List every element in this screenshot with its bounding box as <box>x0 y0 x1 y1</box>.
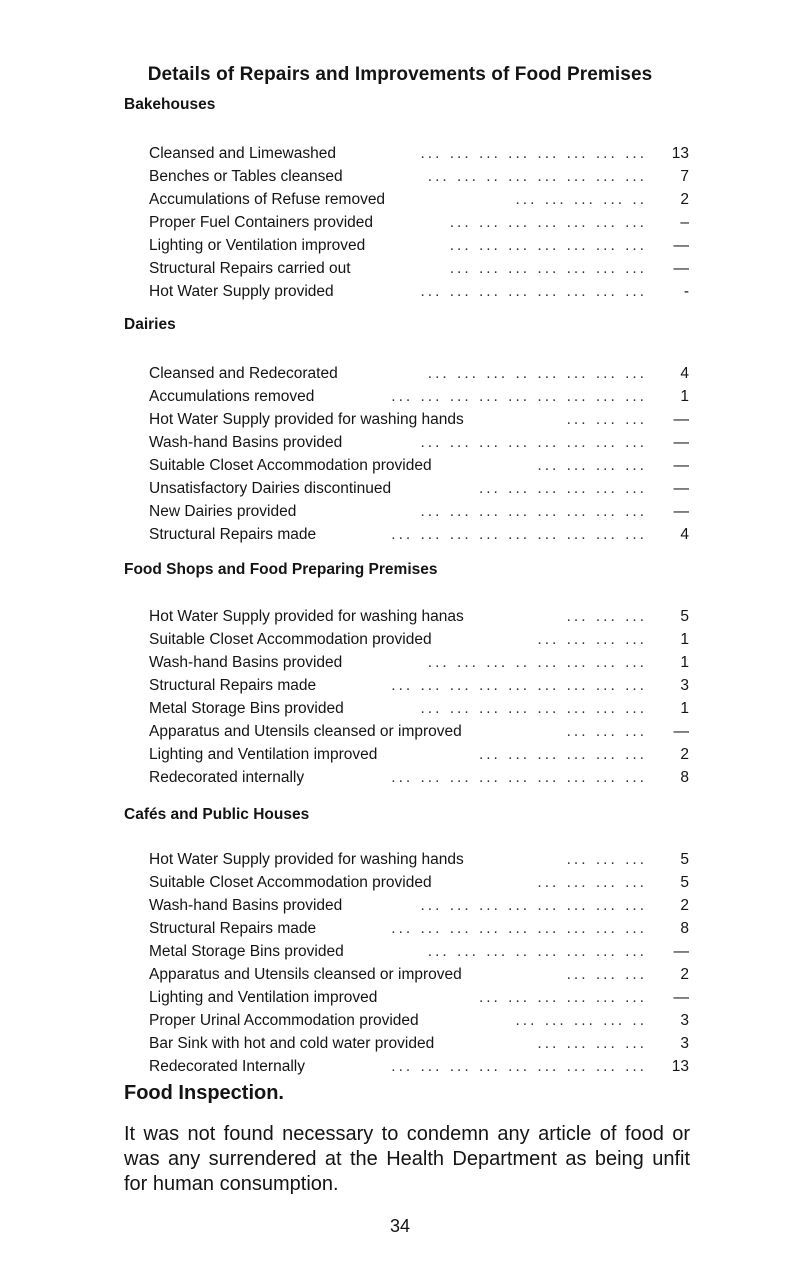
leader-dots: ... ... ... <box>566 851 647 868</box>
table-row <box>149 211 689 234</box>
row-value: — <box>673 260 689 277</box>
table-row <box>149 674 689 697</box>
leader-dots: ... ... ... ... ... ... ... ... <box>420 434 647 451</box>
row-value: 1 <box>680 654 689 671</box>
row-value: — <box>673 237 689 254</box>
row-value: 5 <box>680 874 689 891</box>
row-label: Hot Water Supply provided for washing hands <box>149 411 464 428</box>
section-heading: Dairies <box>124 316 176 333</box>
leader-dots: ... ... ... <box>566 411 647 428</box>
row-value: 3 <box>680 1035 689 1052</box>
row-value: 2 <box>680 897 689 914</box>
row-label: Apparatus and Utensils cleansed or improved <box>149 723 462 740</box>
row-value: 3 <box>680 1012 689 1029</box>
row-label: Hot Water Supply provided <box>149 283 334 300</box>
table-row <box>149 454 689 477</box>
table-row <box>149 651 689 674</box>
leader-dots: ... ... ... <box>566 608 647 625</box>
row-label: Structural Repairs made <box>149 920 317 937</box>
section-rows <box>149 362 689 546</box>
leader-dots: ... ... ... ... .. <box>515 1012 647 1029</box>
row-value: — <box>673 457 689 474</box>
table-row <box>149 605 689 628</box>
table-row <box>149 362 689 385</box>
leader-dots: ... ... ... <box>566 966 647 983</box>
row-value: — <box>673 434 689 451</box>
leader-dots: ... ... ... ... <box>537 457 647 474</box>
row-label: Lighting and Ventilation improved <box>149 746 378 763</box>
row-label: Benches or Tables cleansed <box>149 168 343 185</box>
row-value: 13 <box>671 1058 689 1075</box>
table-row <box>149 986 689 1009</box>
row-label: New Dairies provided <box>149 503 297 520</box>
table-row <box>149 940 689 963</box>
table-row <box>149 628 689 651</box>
table-row <box>149 1009 689 1032</box>
row-value: 5 <box>680 851 689 868</box>
row-label: Structural Repairs carried out <box>149 260 351 277</box>
row-value: — <box>673 480 689 497</box>
row-value: – <box>680 214 689 231</box>
row-value: 8 <box>680 920 689 937</box>
row-label: Proper Fuel Containers provided <box>149 214 374 231</box>
leader-dots: ... ... ... ... ... ... ... ... ... <box>391 920 647 937</box>
row-label: Hot Water Supply provided for washing hanas <box>149 608 464 625</box>
table-row <box>149 848 689 871</box>
row-value: 2 <box>680 746 689 763</box>
row-value: 2 <box>680 966 689 983</box>
leader-dots: ... ... ... ... ... ... ... ... <box>420 145 647 162</box>
page-title: Details of Repairs and Improvements of Food Premises <box>147 64 653 85</box>
row-value: — <box>673 989 689 1006</box>
table-row <box>149 500 689 523</box>
page-number: 34 <box>389 1216 411 1236</box>
row-label: Structural Repairs made <box>149 526 317 543</box>
leader-dots: ... ... ... ... ... ... ... ... <box>420 700 647 717</box>
section-heading: Bakehouses <box>124 96 216 113</box>
food-inspection-heading: Food Inspection. <box>124 1082 284 1104</box>
leader-dots: ... ... ... ... ... ... ... ... <box>420 897 647 914</box>
row-label: Wash-hand Basins provided <box>149 654 343 671</box>
table-row <box>149 894 689 917</box>
row-label: Bar Sink with hot and cold water provided <box>149 1035 435 1052</box>
row-label: Proper Urinal Accommodation provided <box>149 1012 419 1029</box>
table-row <box>149 720 689 743</box>
leader-dots: ... ... ... ... ... ... ... ... ... <box>391 388 647 405</box>
leader-dots: ... ... ... ... <box>537 631 647 648</box>
row-label: Redecorated Internally <box>149 1058 305 1075</box>
leader-dots: ... ... ... ... ... ... <box>478 989 647 1006</box>
leader-dots: ... ... ... ... ... ... <box>478 480 647 497</box>
table-row <box>149 165 689 188</box>
row-label: Suitable Closet Accommodation provided <box>149 874 432 891</box>
row-label: Cleansed and Limewashed <box>149 145 336 162</box>
table-row <box>149 917 689 940</box>
table-row <box>149 188 689 211</box>
row-value: 5 <box>680 608 689 625</box>
row-label: Hot Water Supply provided for washing hands <box>149 851 464 868</box>
row-value: 2 <box>680 191 689 208</box>
row-label: Lighting and Ventilation improved <box>149 989 378 1006</box>
row-label: Redecorated internally <box>149 769 305 786</box>
table-row <box>149 142 689 165</box>
row-label: Wash-hand Basins provided <box>149 897 343 914</box>
row-label: Unsatisfactory Dairies discontinued <box>149 480 392 497</box>
leader-dots: ... ... ... .. ... ... ... ... <box>427 943 647 960</box>
table-row <box>149 697 689 720</box>
row-label: Metal Storage Bins provided <box>149 943 344 960</box>
leader-dots: ... ... ... ... ... ... ... ... ... <box>391 769 647 786</box>
leader-dots: ... ... ... ... ... ... ... <box>449 214 647 231</box>
leader-dots: ... ... ... ... ... ... ... <box>449 237 647 254</box>
leader-dots: ... ... ... ... ... ... ... ... <box>420 503 647 520</box>
row-value: 1 <box>680 631 689 648</box>
row-value: - <box>683 283 689 300</box>
leader-dots: ... ... ... <box>566 723 647 740</box>
row-label: Lighting or Ventilation improved <box>149 237 366 254</box>
table-row <box>149 1032 689 1055</box>
row-label: Apparatus and Utensils cleansed or improved <box>149 966 462 983</box>
section-heading: Food Shops and Food Preparing Premises <box>124 561 438 578</box>
row-value: 3 <box>680 677 689 694</box>
table-row <box>149 280 689 303</box>
table-row <box>149 743 689 766</box>
table-row <box>149 234 689 257</box>
row-value: — <box>673 723 689 740</box>
row-value: 4 <box>680 526 689 543</box>
table-row <box>149 766 689 789</box>
section-rows <box>149 848 689 1078</box>
leader-dots: ... ... ... ... ... ... ... <box>449 260 647 277</box>
food-inspection-paragraph: It was not found necessary to condemn any article of food or was any surrendered at the Health Department as being unfit for human consumption. <box>124 1123 690 1195</box>
leader-dots: ... ... ... ... <box>537 1035 647 1052</box>
leader-dots: ... ... ... ... .. <box>515 191 647 208</box>
row-value: 1 <box>680 700 689 717</box>
row-value: 13 <box>671 145 689 162</box>
table-row <box>149 385 689 408</box>
row-label: Metal Storage Bins provided <box>149 700 344 717</box>
row-value: 1 <box>680 388 689 405</box>
table-row <box>149 477 689 500</box>
leader-dots: ... ... ... ... ... ... ... ... <box>420 283 647 300</box>
row-value: — <box>673 503 689 520</box>
row-value: — <box>673 411 689 428</box>
section-heading: Cafés and Public Houses <box>124 806 310 823</box>
row-value: 8 <box>680 769 689 786</box>
table-row <box>149 871 689 894</box>
table-row <box>149 523 689 546</box>
leader-dots: ... ... ... ... ... ... ... ... ... <box>391 677 647 694</box>
row-label: Accumulations of Refuse removed <box>149 191 386 208</box>
row-value: — <box>673 943 689 960</box>
row-label: Cleansed and Redecorated <box>149 365 338 382</box>
row-label: Accumulations removed <box>149 388 315 405</box>
row-value: 4 <box>680 365 689 382</box>
table-row <box>149 1055 689 1078</box>
row-label: Suitable Closet Accommodation provided <box>149 457 432 474</box>
row-label: Suitable Closet Accommodation provided <box>149 631 432 648</box>
table-row <box>149 408 689 431</box>
leader-dots: ... ... ... ... <box>537 874 647 891</box>
leader-dots: ... ... ... .. ... ... ... ... <box>427 654 647 671</box>
leader-dots: ... ... ... ... ... ... ... ... ... <box>391 526 647 543</box>
table-row <box>149 963 689 986</box>
row-value: 7 <box>680 168 689 185</box>
section-rows <box>149 142 689 303</box>
table-row <box>149 431 689 454</box>
leader-dots: ... ... .. ... ... ... ... ... <box>427 168 647 185</box>
table-row <box>149 257 689 280</box>
leader-dots: ... ... ... .. ... ... ... ... <box>427 365 647 382</box>
row-label: Structural Repairs made <box>149 677 317 694</box>
leader-dots: ... ... ... ... ... ... ... ... ... <box>391 1058 647 1075</box>
leader-dots: ... ... ... ... ... ... <box>478 746 647 763</box>
section-rows <box>149 605 689 789</box>
row-label: Wash-hand Basins provided <box>149 434 343 451</box>
